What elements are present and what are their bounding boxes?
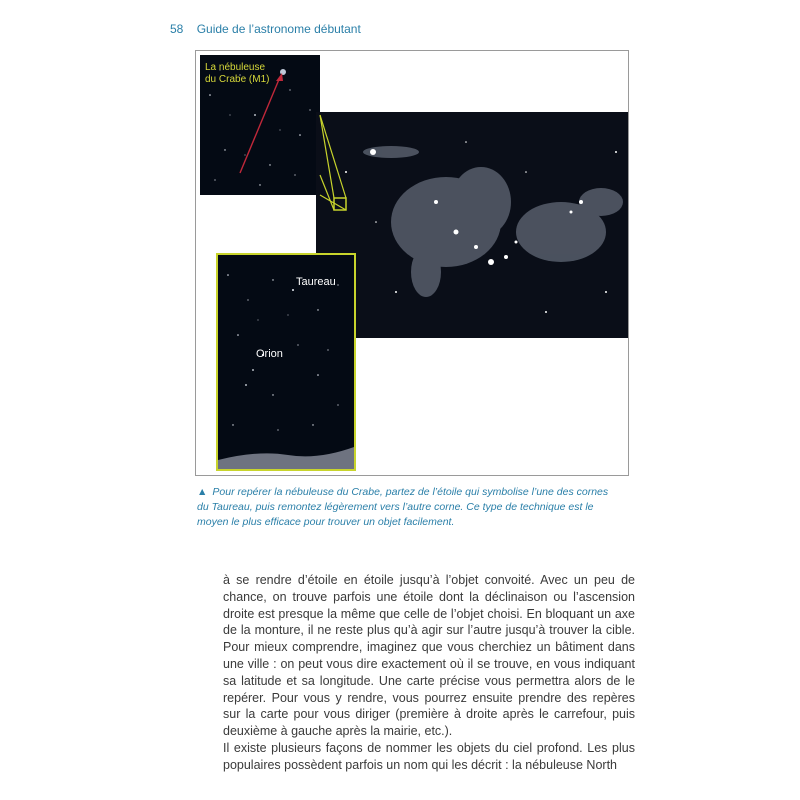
book-title: Guide de l’astronome débutant bbox=[196, 22, 361, 36]
crab-label-line2: du Crabe (M1) bbox=[205, 74, 270, 85]
caption-text: Pour repérer la nébuleuse du Crabe, partez de l’étoile qui symbolise l’une des cornes du Taureau, puis remontez légèrement vers l’autre corne. Ce type de technique est le moyen le plus efficace pour trouver un objet facilement. bbox=[197, 486, 609, 528]
taureau-label: Taureau bbox=[296, 276, 336, 288]
paragraph-2: Il existe plusieurs façons de nommer les objets du ciel profond. Les plus populaires possèdent parfois un nom qui les décrit : la nébuleuse North bbox=[223, 740, 635, 772]
paragraph-1: à se rendre d’étoile en étoile jusqu’à l’objet convoité. Avec un peu de chance, on trouve parfois une étoile dont la déclinaison ou l’ascension droite est presque la même que celle de l’objet choisi. En bloquant un axe de la monture, il ne reste plus qu’à agir sur l’autre jusqu’à trouver la cible. Pour mieux comprendre, imaginez que vous cherchiez un bâtiment dans une ville : on peut vous dire exactement où il se trouve, en vous indiquant sa latitude et sa longitude. Une carte précise vous permettra alors de le repérer. Pour vous y rendre, vous pourrez ensuite prendre des repères sur la carte pour vous diriger (première à droite après le carrefour, puis deuxième à gauche après la mairie, etc.). bbox=[223, 573, 635, 739]
orion-label: Orion bbox=[256, 348, 283, 360]
horizon bbox=[218, 447, 354, 469]
body-text bbox=[223, 572, 635, 774]
caption-marker-icon: ▲ bbox=[197, 486, 208, 498]
page-number: 58 bbox=[170, 22, 184, 36]
figure-caption bbox=[197, 485, 617, 530]
crab-label-line1: La nébuleuse bbox=[205, 62, 266, 73]
